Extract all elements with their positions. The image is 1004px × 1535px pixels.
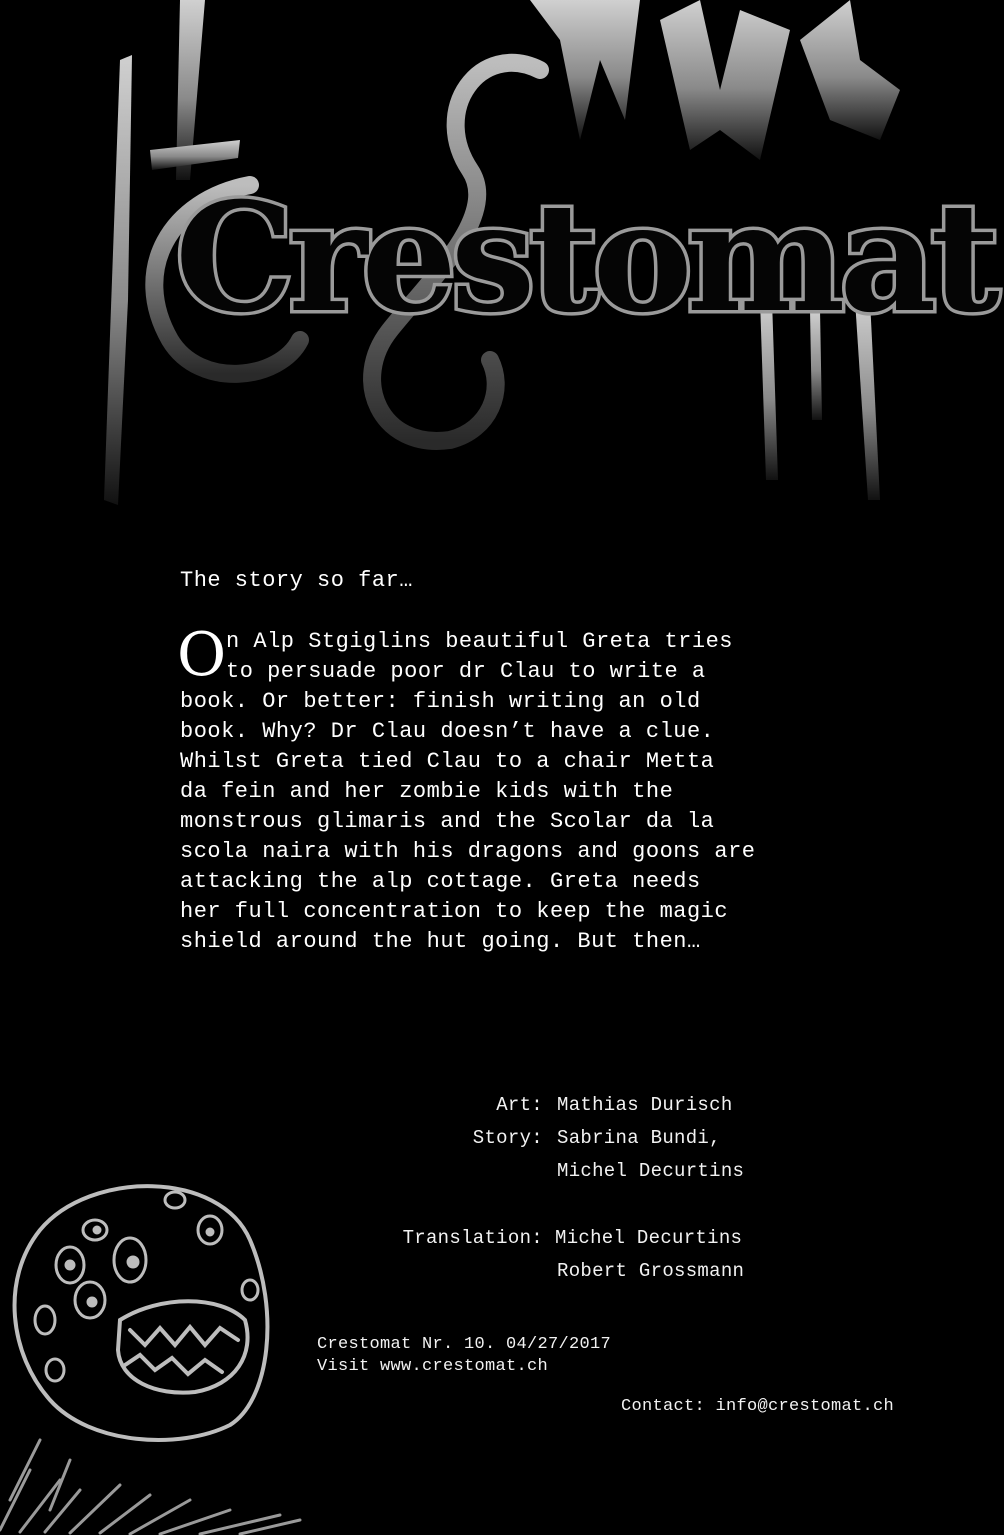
story-line: to persuade poor dr Clau to write a	[226, 659, 706, 684]
story-paragraph	[177, 620, 840, 957]
story-line: book. Or better: finish writing an old	[180, 689, 701, 714]
art-label: Art:	[496, 1094, 543, 1116]
drop-cap: O	[177, 620, 227, 690]
contact-email[interactable]: Contact: info@crestomat.ch	[621, 1397, 895, 1416]
crestomat-logo	[0, 0, 1004, 520]
story-line: book. Why? Dr Clau doesn’t have a clue.	[180, 719, 715, 744]
issue-info: Crestomat Nr. 10. 04/27/2017	[317, 1335, 612, 1354]
visit-link[interactable]: Visit www.crestomat.ch	[317, 1357, 549, 1376]
story-value-2: Michel Decurtins	[557, 1160, 745, 1182]
creature-illustration	[0, 1170, 320, 1535]
story-label: Story:	[472, 1127, 543, 1149]
story-line: scola naira with his dragons and goons are	[180, 839, 756, 864]
art-value: Mathias Durisch	[557, 1094, 733, 1116]
story-line: her full concentration to keep the magic	[180, 899, 729, 924]
translation-value-2: Robert Grossmann	[557, 1260, 745, 1282]
story-line: da fein and her zombie kids with the	[180, 779, 674, 804]
logo-text: Crestomat	[175, 170, 994, 346]
story-line: n Alp Stgiglins beautiful Greta tries	[226, 629, 733, 654]
story-line: attacking the alp cottage. Greta needs	[180, 869, 701, 894]
story-value-1: Sabrina Bundi,	[557, 1127, 721, 1149]
story-line: monstrous glimaris and the Scolar da la	[180, 809, 715, 834]
intro-title: The story so far…	[180, 568, 413, 593]
translation-label: Translation:	[402, 1227, 543, 1249]
story-line: Whilst Greta tied Clau to a chair Metta	[180, 749, 715, 774]
translation-value-1: Michel Decurtins	[555, 1227, 743, 1249]
story-line: shield around the hut going. But then…	[180, 929, 701, 954]
